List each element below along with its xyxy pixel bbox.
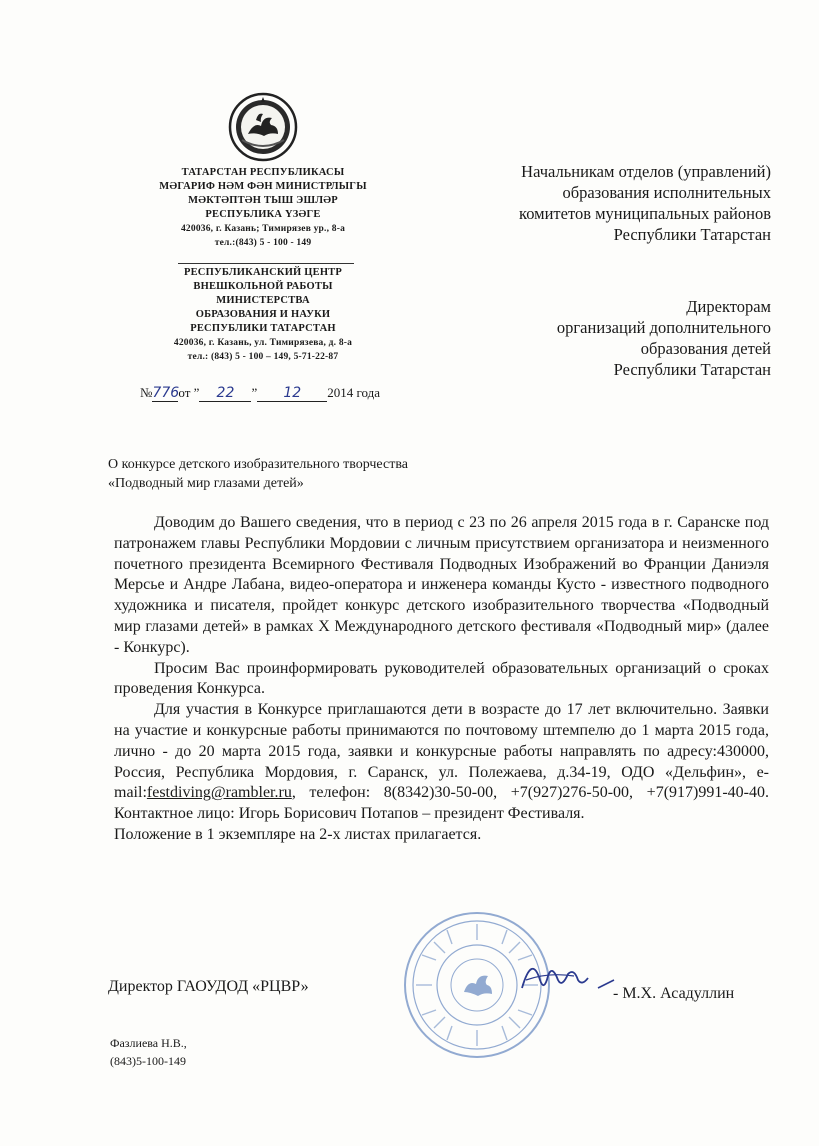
letterhead-russian xyxy=(118,266,408,364)
registration-line xyxy=(140,385,380,402)
recipients-departments xyxy=(519,161,771,245)
body-text: Для участия в Конкурсе приглашаются дети в возрасте до 17 лет включительно. Заявки на участие и конкурсные работы принимаются по почтовому штемпелю до 1 марта 2015 года, лично - до 20 марта 2015 года, заявки и конкурсные работы направлять по адресу:430000, Россия, Республика Мордовия, г. Саранск, ул. Полежаева, д.34-19, ОДО «Дельфин», e-mail: xyxy=(114,701,769,802)
body-paragraph: Положение в 1 экземпляре на 2-х листах прилагается. xyxy=(114,825,482,843)
subject-line: «Подводный мир глазами детей» xyxy=(108,476,304,491)
handwritten-signature-icon xyxy=(518,950,618,1000)
reg-year: 2014 года xyxy=(327,385,381,400)
recipient-line: организаций дополнительного xyxy=(556,318,771,337)
executor-info xyxy=(110,1034,187,1070)
reg-month: 12 xyxy=(257,385,327,402)
signature-dash: - xyxy=(613,985,619,1002)
body-paragraph: Просим Вас проинформировать руководителей образовательных организаций о сроках проведения Конкурса. xyxy=(114,659,769,698)
letterhead-address: 420036, г. Казань; Тимирязев ур., 8-а xyxy=(180,224,346,234)
reg-no-label: № xyxy=(140,385,153,400)
letterhead-line: РЕСПУБЛИКИ ТАТАРСТАН xyxy=(190,323,336,334)
letterhead-line: МӘГАРИФ НӘМ ФӘН МИНИСТРЛЫГЫ xyxy=(159,181,367,192)
letterhead-tatar xyxy=(118,166,408,250)
recipient-line: Начальникам отделов (управлений) xyxy=(521,162,771,181)
body-paragraph: Доводим до Вашего сведения, что в период с 23 по 26 апреля 2015 года в г. Саранске под патронажем главы Республики Мордовии с личным присутствием организатора и неизменного почетного президента Всемирного Фестиваля Подводных Изображений во Франции Даниэля Мерсье и Андре Лабана, видео-оператора и инженера команды Кусто - известного подводного художника и писателя, пройдет конкурс детского изобразительного творчества «Подводный мир глазами детей» в рамках X Международного детского фестиваля «Подводный мир» (далее - Конкурс). xyxy=(114,514,769,656)
reg-number: 776 xyxy=(152,385,180,401)
email-link[interactable]: festdiving@rambler.ru xyxy=(146,784,292,802)
reg-quote-open: ” xyxy=(193,385,200,400)
subject-line: О конкурсе детского изобразительного творчества xyxy=(108,457,408,472)
letterhead-line: РЕСПУБЛИКАНСКИЙ ЦЕНТР xyxy=(183,267,343,278)
executor-name: Фазлиева Н.В., xyxy=(110,1036,187,1050)
recipient-line: Республики Татарстан xyxy=(613,360,771,379)
recipients-directors xyxy=(557,296,771,380)
letterhead-line: МИНИСТЕРСТВА xyxy=(216,295,310,306)
letterhead-phone: тел.: (843) 5 - 100 – 149, 5-71-22-87 xyxy=(187,352,339,362)
letterhead-line: РЕСПУБЛИКА ҮЗӘГЕ xyxy=(205,209,321,220)
reg-from-label: от xyxy=(178,385,191,400)
letterhead-line: ОБРАЗОВАНИЯ И НАУКИ xyxy=(195,309,331,320)
signatory-name xyxy=(613,985,734,1003)
recipient-line: Республики Татарстан xyxy=(613,225,771,244)
letterhead-phone: тел.:(843) 5 - 100 - 149 xyxy=(214,238,312,248)
reg-quote-close: ” xyxy=(251,385,258,400)
signatory-title: Директор ГАОУДОД «РЦВР» xyxy=(108,978,309,995)
recipient-line: образования исполнительных xyxy=(562,183,771,202)
letter-subject xyxy=(108,455,408,493)
recipient-line: комитетов муниципальных районов xyxy=(519,204,771,223)
letter-body xyxy=(114,513,769,846)
body-paragraph xyxy=(114,700,769,825)
letterhead-line: ВНЕШКОЛЬНОЙ РАБОТЫ xyxy=(193,281,333,292)
tatarstan-emblem-icon xyxy=(228,92,298,162)
recipient-line: Директорам xyxy=(686,297,771,316)
letterhead-address: 420036, г. Казань, ул. Тимирязева, д. 8-а xyxy=(173,338,353,348)
reg-day: 22 xyxy=(199,385,251,402)
body-text: , телефон: 8(8342)30-50-00, +7(927)276-50-00, +7(917)991-40-40. Контактное лицо: Игорь Борисович Потапов – президент Фестиваля. xyxy=(114,784,769,823)
letterhead-divider xyxy=(178,263,354,264)
signatory-name-text: М.Х. Асадуллин xyxy=(622,985,735,1002)
recipient-line: образования детей xyxy=(640,339,771,358)
letterhead-line: МӘКТӘПТӘН ТЫШ ЭШЛӘР xyxy=(188,195,338,206)
letterhead-line: ТАТАРСТАН РЕСПУБЛИКАСЫ xyxy=(181,167,345,178)
executor-phone: (843)5-100-149 xyxy=(110,1054,186,1068)
